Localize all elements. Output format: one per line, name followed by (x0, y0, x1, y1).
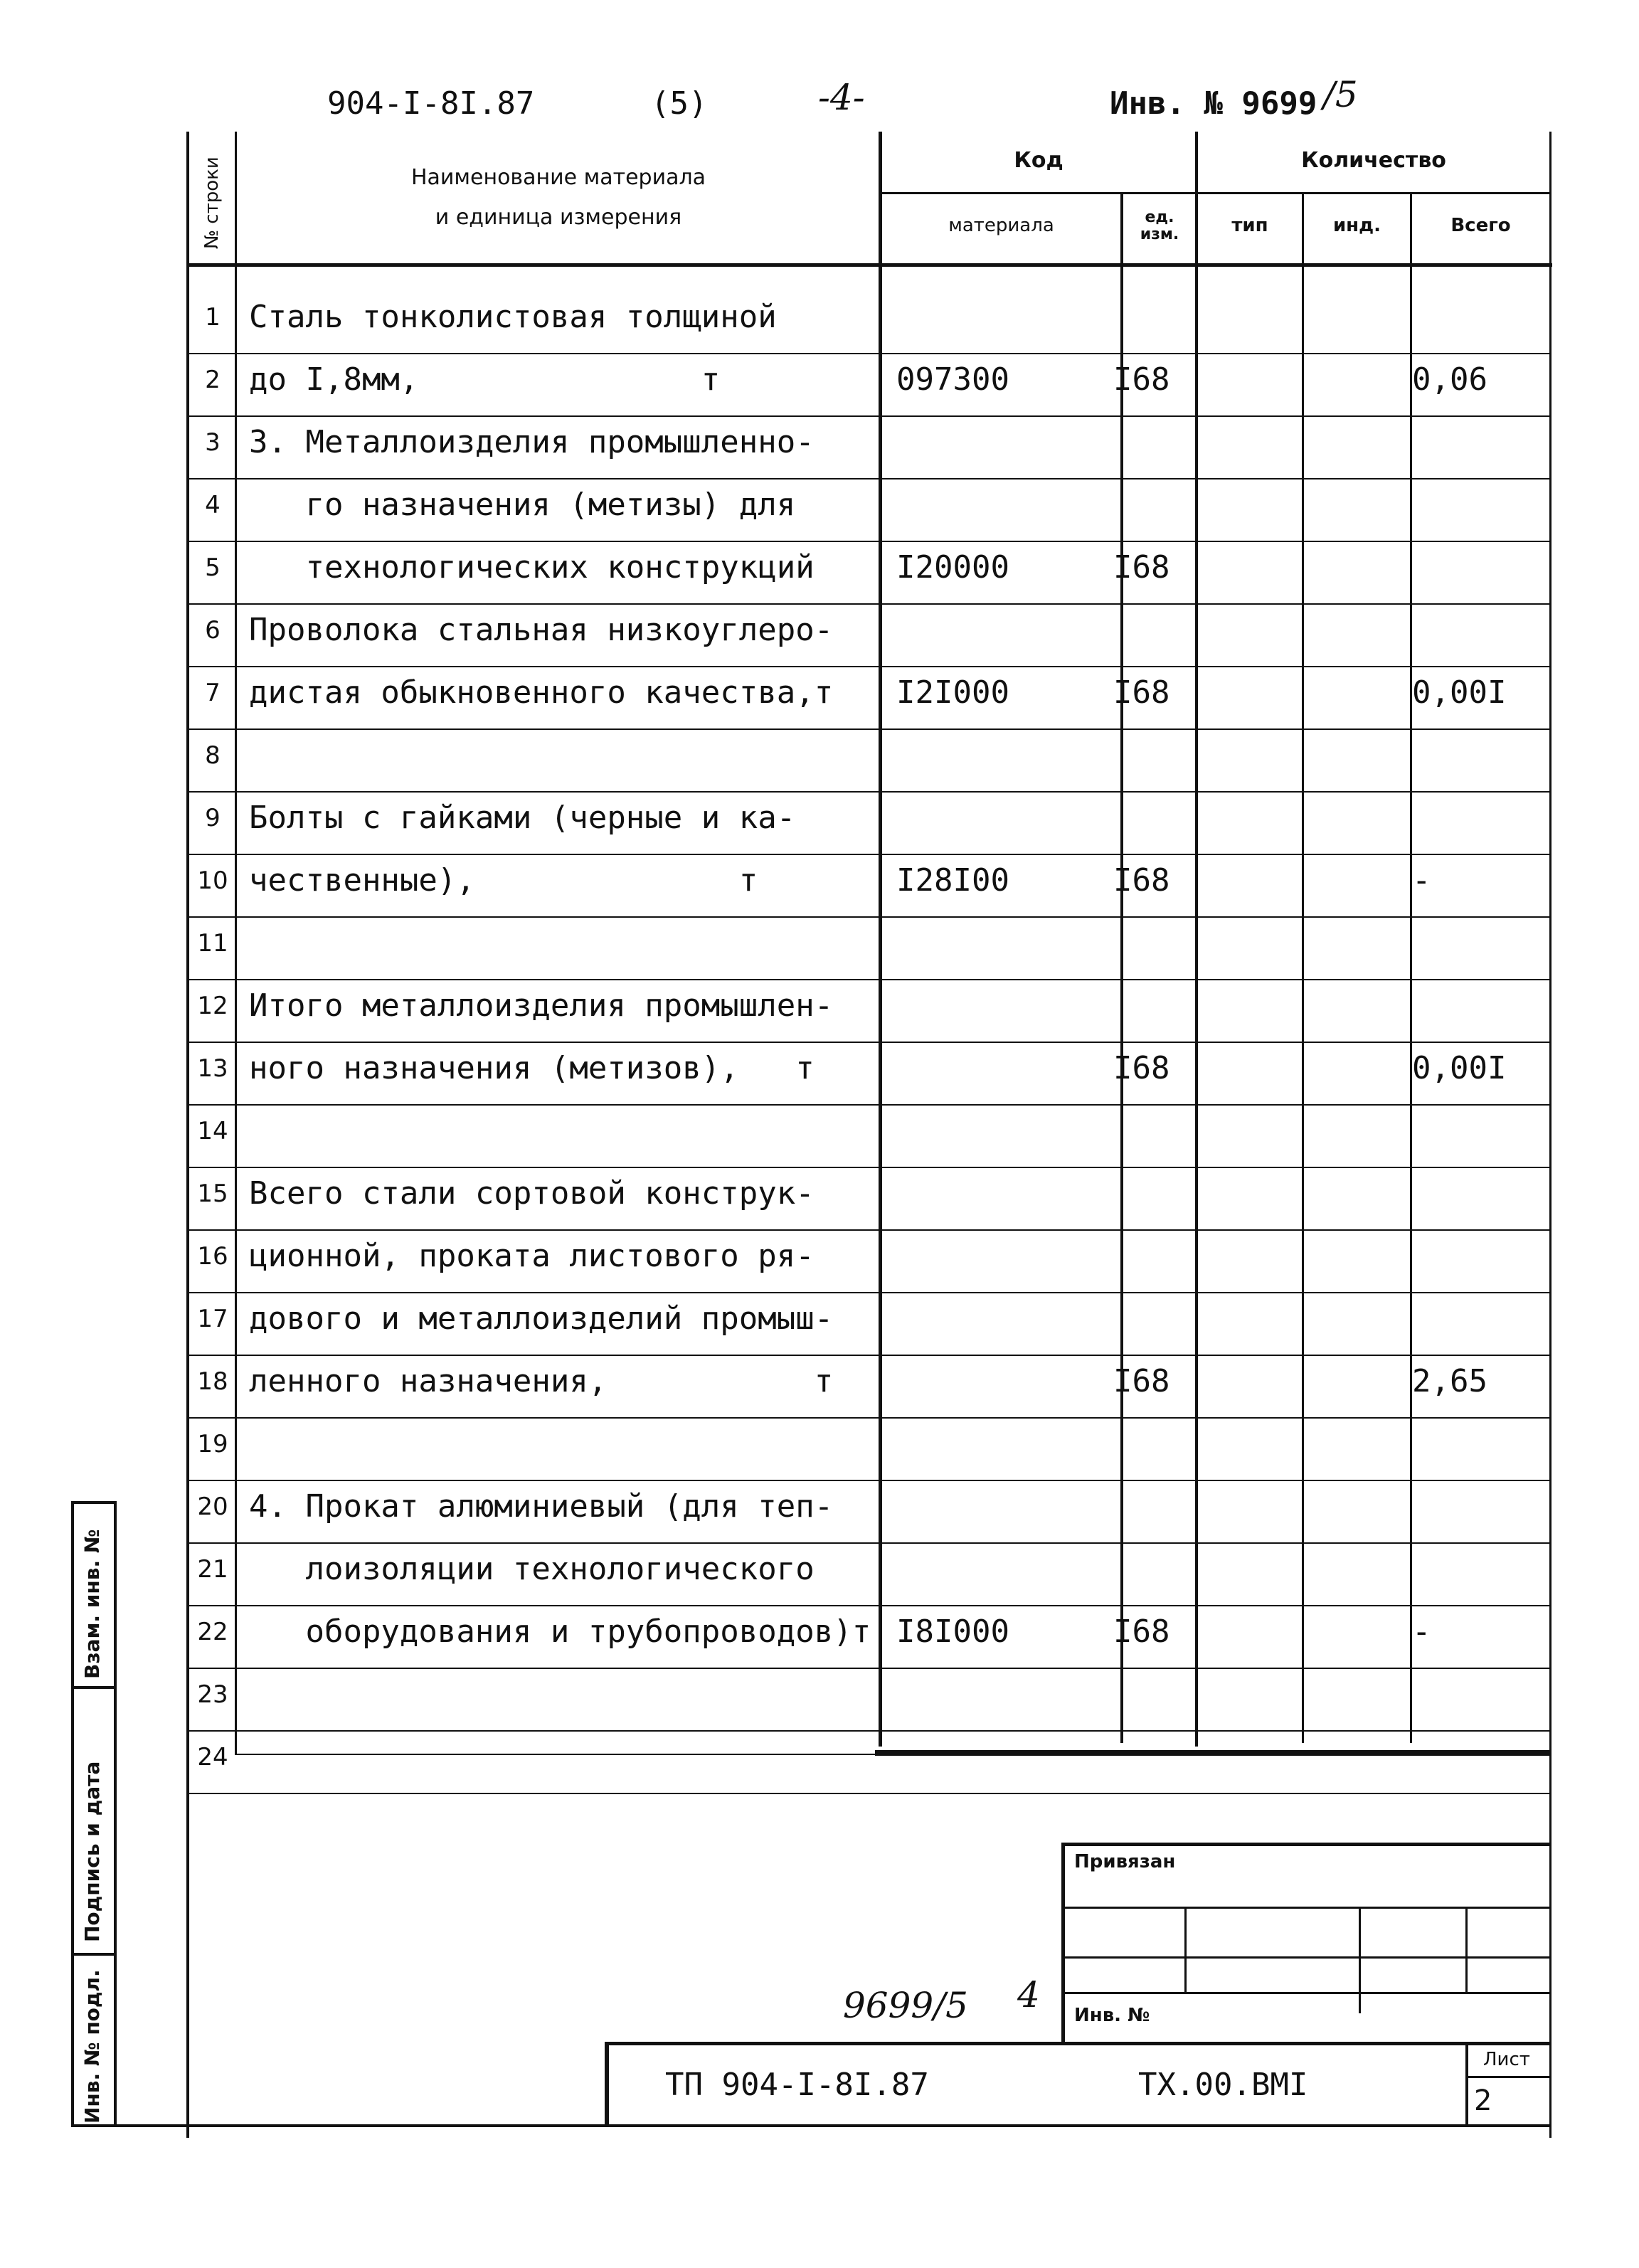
row-rule (189, 1730, 1549, 1732)
side-stamp-left (71, 1501, 74, 2127)
stamp-privyazan: Привязан (1074, 1851, 1176, 1872)
row-rule (189, 478, 1549, 479)
col-divider-unit (1195, 132, 1198, 1747)
row-material-name: Болты с гайками (черные и ка- (249, 800, 796, 836)
row-material-name: чественные), т (249, 862, 758, 899)
side-label-inv-podl: Инв. № подл. (80, 1969, 104, 2124)
row-number: 21 (197, 1555, 228, 1584)
row-number: 5 (205, 553, 221, 582)
row-rule (189, 1355, 1549, 1356)
row-material-code: 097300 (896, 361, 1009, 398)
header-mid-rule (882, 192, 1551, 194)
side-stamp-top (71, 1501, 117, 1504)
qty-total-heading: Всего (1450, 215, 1511, 236)
row-total: 0,06 (1412, 361, 1487, 398)
row-number: 11 (197, 929, 228, 958)
row-rule (189, 603, 1549, 605)
row-material-code: I8I000 (896, 1613, 1009, 1650)
row-rule (189, 541, 1549, 542)
tp-code: ТП 904-I-8I.87 (665, 2067, 929, 2103)
handwritten-sheet: 4 (1017, 1974, 1040, 2015)
sheet-number: 2 (1474, 2084, 1492, 2117)
code-material-heading: материала (948, 215, 1054, 236)
row-unit-code: I68 (1113, 1050, 1170, 1086)
row-material-code: I28I00 (896, 862, 1009, 899)
row-total: - (1412, 862, 1431, 899)
inventory-number: Инв. № 9699 (1110, 85, 1317, 122)
col-divider-type (1302, 192, 1304, 1743)
row-number: 2 (205, 366, 221, 394)
row-material-name: лоизоляции технологического (249, 1551, 815, 1587)
row-rule (189, 415, 1549, 417)
row-rule (189, 1668, 1549, 1669)
name-heading-line2: и единица измерения (435, 205, 682, 230)
row-rule (189, 666, 1549, 667)
title-block-left (605, 2042, 609, 2127)
stamp-col-2 (1359, 1907, 1361, 2013)
row-unit-code: I68 (1113, 361, 1170, 398)
row-total: 2,65 (1412, 1363, 1487, 1399)
code-heading: Код (1014, 148, 1064, 173)
row-material-code: I20000 (896, 549, 1009, 585)
row-material-name: Сталь тонколистовая толщиной (249, 299, 777, 335)
row-number: 1 (205, 303, 221, 332)
row-number: 22 (197, 1618, 228, 1646)
row-rule (189, 1292, 1549, 1293)
row-number: 17 (197, 1305, 228, 1333)
row-rule (189, 1480, 1549, 1481)
row-number: 24 (197, 1743, 228, 1771)
row-unit-code: I68 (1113, 1363, 1170, 1399)
row-material-name: го назначения (метизы) для (249, 487, 796, 523)
row-rule (189, 1605, 1549, 1606)
frame-bottom (71, 2124, 1551, 2127)
row-number: 14 (197, 1117, 228, 1145)
row-rule (189, 979, 1549, 980)
row-number: 9 (205, 804, 221, 832)
doc-code: 904-I-8I.87 (327, 85, 535, 122)
row-unit-code: I68 (1113, 549, 1170, 585)
stamp-top-border (1061, 1843, 1551, 1846)
row-total: - (1412, 1613, 1431, 1650)
row-total: 0,00I (1412, 1050, 1507, 1086)
row-rule (189, 728, 1549, 730)
title-block-top (605, 2042, 1551, 2045)
row-rule (189, 916, 1549, 918)
name-heading-line1: Наименование материала (410, 165, 706, 190)
row-unit-code: I68 (1113, 1613, 1170, 1650)
sheet-label: Лист (1483, 2049, 1530, 2070)
row-number: 20 (197, 1493, 228, 1521)
row-material-name: ного назначения (метизов), т (249, 1050, 815, 1086)
side-label-podpis: Подпись и дата (80, 1761, 104, 1942)
document-mark: ТХ.00.ВМI (1138, 2067, 1308, 2103)
row-number: 8 (205, 741, 221, 770)
col-divider-num (235, 132, 237, 1754)
side-label-vzam: Взам. инв. № (80, 1529, 104, 1679)
code-unit-heading: ед. изм. (1140, 208, 1179, 243)
row-number: 4 (205, 491, 221, 519)
table-bottom-thin (235, 1754, 875, 1755)
row-material-name: 4. Прокат алюминиевый (для теп- (249, 1488, 834, 1525)
row-unit-code: I68 (1113, 674, 1170, 711)
row-number-heading: № строки (201, 157, 223, 249)
row-material-name: дистая обыкновенного качества,т (249, 674, 834, 711)
row-material-name: до I,8мм, т (249, 361, 721, 398)
title-block-list-div (1465, 2042, 1468, 2127)
row-number: 16 (197, 1242, 228, 1271)
row-rule (189, 1104, 1549, 1106)
side-stamp-div2 (71, 1953, 117, 1956)
row-number: 3 (205, 428, 221, 457)
row-rule (189, 1167, 1549, 1168)
row-rule (189, 791, 1549, 793)
row-material-name: оборудования и трубопроводов)т (249, 1613, 871, 1650)
row-material-name: технологических конструкций (249, 549, 815, 585)
row-rule (189, 1542, 1549, 1544)
stamp-inv-no: Инв. № (1074, 2005, 1150, 2026)
handwritten-inventory: 9699/5 (843, 1985, 968, 2026)
row-number: 19 (197, 1430, 228, 1458)
row-number: 13 (197, 1054, 228, 1083)
page-mark: -4- (818, 77, 865, 118)
row-unit-code: I68 (1113, 862, 1170, 899)
row-rule (189, 1417, 1549, 1419)
inventory-suffix: /5 (1323, 74, 1358, 115)
row-material-name: ционной, проката листового ря- (249, 1238, 815, 1274)
row-number: 10 (197, 867, 228, 895)
qty-type-heading: тип (1231, 215, 1268, 236)
row-number: 7 (205, 679, 221, 707)
side-stamp-right (114, 1501, 117, 2127)
stamp-rule-3 (1065, 1992, 1551, 1994)
table-bottom-rule (875, 1750, 1551, 1756)
stamp-col-1 (1184, 1907, 1187, 1992)
row-rule (189, 353, 1549, 354)
frame-right (1549, 132, 1552, 2138)
header-bottom-rule (186, 263, 1552, 267)
row-material-name: Всего стали сортовой конструк- (249, 1175, 815, 1212)
col-divider-name (879, 132, 882, 1747)
row-number: 6 (205, 616, 221, 645)
row-material-name: ленного назначения, т (249, 1363, 834, 1399)
row-number: 23 (197, 1680, 228, 1709)
row-material-name: Проволока стальная низкоуглеро- (249, 612, 834, 648)
row-number: 18 (197, 1367, 228, 1396)
quantity-heading: Количество (1301, 148, 1446, 173)
stamp-rule-2 (1065, 1956, 1551, 1959)
row-number: 12 (197, 992, 228, 1020)
stamp-left-border (1061, 1843, 1065, 2042)
row-number: 15 (197, 1180, 228, 1208)
col-divider-ind (1410, 192, 1412, 1743)
row-rule (189, 1042, 1549, 1043)
qty-ind-heading: инд. (1332, 215, 1381, 236)
row-rule (189, 854, 1549, 855)
row-total: 0,00I (1412, 674, 1507, 711)
row-material-name: дового и металлоизделий промыш- (249, 1300, 834, 1337)
row-rule (189, 1229, 1549, 1231)
section-number: (5) (651, 85, 708, 122)
row-material-name: 3. Металлоизделия промышленно- (249, 424, 815, 460)
stamp-col-3 (1465, 1907, 1468, 1992)
col-divider-code (1120, 192, 1123, 1743)
row-material-code: I2I000 (896, 674, 1009, 711)
row-material-name: Итого металлоизделия промышлен- (249, 987, 834, 1024)
frame-left (186, 132, 189, 2138)
side-stamp-div1 (71, 1686, 117, 1689)
row-rule (189, 1793, 1549, 1794)
stamp-rule-1 (1065, 1907, 1551, 1909)
title-block-list-rule (1465, 2076, 1551, 2078)
